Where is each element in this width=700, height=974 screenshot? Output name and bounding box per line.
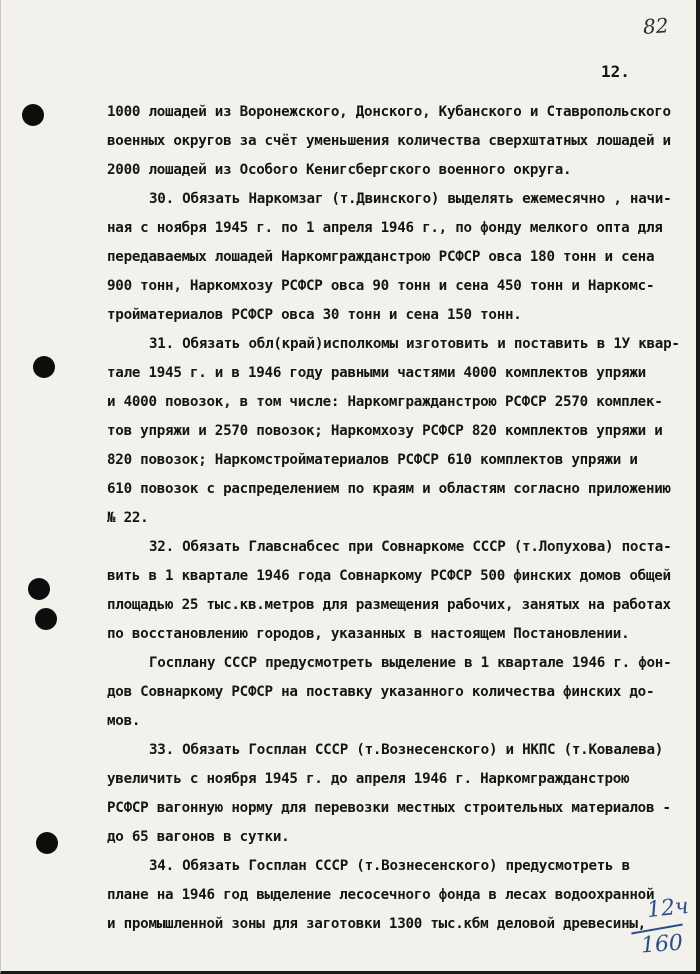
text-line: мов.: [107, 713, 141, 729]
text-line: тов упряжи и 2570 повозок; Наркомхозу РСФСР 820 комплектов упряжи и: [107, 423, 663, 439]
text-line: площадью 25 тыс.кв.метров для размещения рабочих, занятых на работах: [107, 597, 671, 613]
text-line: 32. Обязать Главснабсес при Совнаркоме СССР (т.Лопухова) поста-: [149, 539, 672, 555]
text-line: 30. Обязать Наркомзаг (т.Двинского) выделять ежемесячно , начи-: [149, 191, 672, 207]
text-line: 820 повозок; Наркомстройматериалов РСФСР 610 комплектов упряжи и: [107, 452, 638, 468]
text-line: Госплану СССР предусмотреть выделение в 1 квартале 1946 г. фон-: [149, 655, 672, 671]
punch-hole: [36, 832, 58, 854]
text-line: военных округов за счёт уменьшения количества сверхштатных лошадей и: [107, 133, 671, 149]
handwritten-folio-number: 12ч: [645, 893, 690, 924]
text-line: РСФСР вагонную норму для перевозки местных строительных материалов -: [107, 800, 671, 816]
punch-hole: [28, 578, 50, 600]
text-line: тройматериалов РСФСР овса 30 тонн и сена 150 тонн.: [107, 307, 522, 323]
handwritten-folio-total: 160: [640, 930, 684, 959]
text-line: до 65 вагонов в сутки.: [107, 829, 290, 845]
text-line: 610 повозок с распределением по краям и областям согласно приложению: [107, 481, 671, 497]
text-line: передаваемых лошадей Наркомгражданстрою РСФСР овса 180 тонн и сена: [107, 249, 655, 265]
text-line: ная с ноября 1945 г. по 1 апреля 1946 г., по фонду мелкого опта для: [107, 220, 663, 236]
text-line: 900 тонн, Наркомхозу РСФСР овса 90 тонн и сена 450 тонн и Наркомс-: [107, 278, 655, 294]
punch-hole: [22, 104, 44, 126]
text-line: по восстановлению городов, указанных в настоящем Постановлении.: [107, 626, 630, 642]
text-line: 1000 лошадей из Воронежского, Донского, Кубанского и Ставропольского: [107, 104, 671, 120]
punch-hole: [33, 356, 55, 378]
text-line: 33. Обязать Госплан СССР (т.Вознесенского) и НКПС (т.Ковалева): [149, 742, 664, 758]
text-line: тале 1945 г. и в 1946 году равными частями 4000 комплектов упряжи: [107, 365, 646, 381]
text-line: дов Совнаркому РСФСР на поставку указанного количества финских до-: [107, 684, 655, 700]
text-line: № 22.: [107, 510, 149, 526]
text-line: плане на 1946 год выделение лесосечного фонда в лесах водоохранной: [107, 887, 655, 903]
text-line: 31. Обязать обл(край)исполкомы изготовить и поставить в 1У квар-: [149, 336, 680, 352]
page-number: 12.: [601, 62, 630, 81]
text-line: вить в 1 квартале 1946 года Совнаркому РСФСР 500 финских домов общей: [107, 568, 671, 584]
text-line: и промышленной зоны для заготовки 1300 тыс.кбм деловой древесины,: [107, 916, 646, 932]
text-line: 2000 лошадей из Особого Кенигсбергского военного округа.: [107, 162, 572, 178]
text-line: увеличить с ноября 1945 г. до апреля 1946 г. Наркомгражданстрою: [107, 771, 630, 787]
text-line: и 4000 повозок, в том числе: Наркомгражданстрою РСФСР 2570 комплек-: [107, 394, 663, 410]
text-line: 34. Обязать Госплан СССР (т.Вознесенского) предусмотреть в: [149, 858, 630, 874]
archive-page-mark: 82: [642, 13, 670, 39]
punch-hole: [35, 608, 57, 630]
